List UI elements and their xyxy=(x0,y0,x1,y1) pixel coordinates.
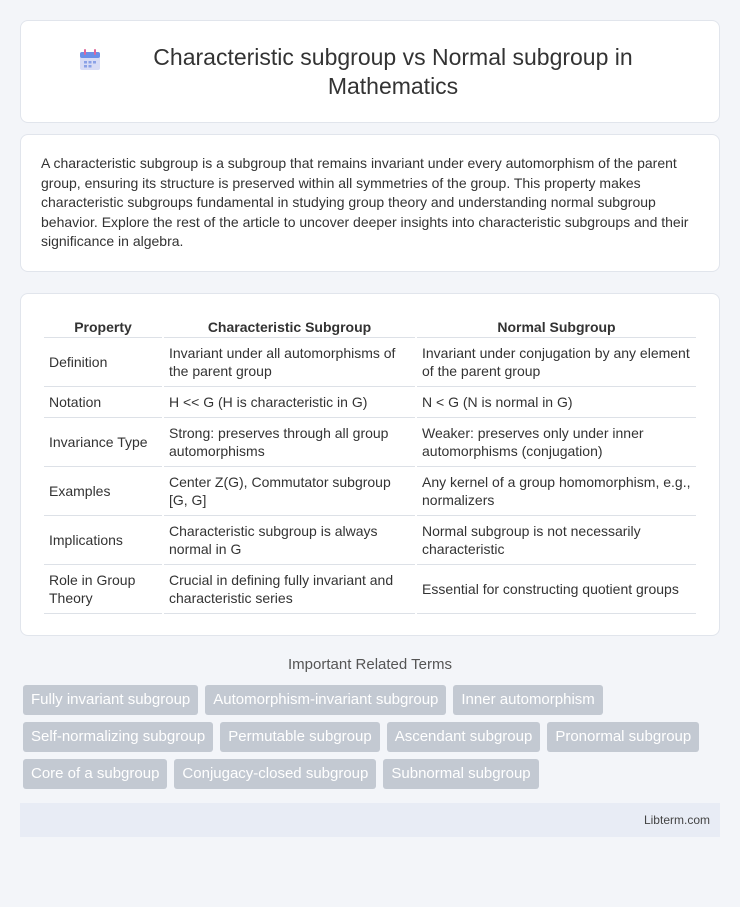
tag-permutable-subgroup[interactable]: Permutable subgroup xyxy=(220,722,379,752)
tag-core-of-a-subgroup[interactable]: Core of a subgroup xyxy=(23,759,167,789)
title-row xyxy=(77,43,663,101)
table-cell: N < G (N is normal in G) xyxy=(417,387,696,418)
header-normal: Normal Subgroup xyxy=(417,314,696,338)
tag-subnormal-subgroup[interactable]: Subnormal subgroup xyxy=(383,759,538,789)
table-row xyxy=(44,387,696,418)
table-cell: H << G (H is characteristic in G) xyxy=(164,387,415,418)
footer xyxy=(20,803,720,837)
title-card xyxy=(20,20,720,123)
table-cell: Any kernel of a group homomorphism, e.g., normalizers xyxy=(417,467,696,516)
table-row xyxy=(44,516,696,565)
intro-card xyxy=(20,134,720,272)
tag-ascendant-subgroup[interactable]: Ascendant subgroup xyxy=(387,722,541,752)
table-cell: Strong: preserves through all group automorphisms xyxy=(164,418,415,467)
header-characteristic: Characteristic Subgroup xyxy=(164,314,415,338)
table-cell: Essential for constructing quotient groups xyxy=(417,565,696,614)
tag-fully-invariant-subgroup[interactable]: Fully invariant subgroup xyxy=(23,685,198,715)
table-cell: Normal subgroup is not necessarily characteristic xyxy=(417,516,696,565)
intro-text: A characteristic subgroup is a subgroup that remains invariant under every automorphism of the parent group, ensuring its structure is preserved within all symmetries of the group. This property makes characteristic subgroups fundamental in studying group theory and understanding normal subgroup behavior. Explore the rest of the article to uncover deeper insights into characteristic subgroups and their significance in algebra. xyxy=(41,155,689,249)
table-cell: Role in Group Theory xyxy=(44,565,162,614)
table-row xyxy=(44,565,696,614)
calendar-icon xyxy=(77,47,103,73)
table-cell: Weaker: preserves only under inner automorphisms (conjugation) xyxy=(417,418,696,467)
tag-conjugacy-closed-subgroup[interactable]: Conjugacy-closed subgroup xyxy=(174,759,376,789)
table-cell: Characteristic subgroup is always normal in G xyxy=(164,516,415,565)
table-row xyxy=(44,467,696,516)
page-title: Characteristic subgroup vs Normal subgroup in Mathematics xyxy=(153,43,633,99)
table-cell: Definition xyxy=(44,338,162,387)
table-cell: Implications xyxy=(44,516,162,565)
table-cell: Examples xyxy=(44,467,162,516)
table-cell: Invariant under conjugation by any element of the parent group xyxy=(417,338,696,387)
table-row xyxy=(44,418,696,467)
table-header-row xyxy=(44,314,696,338)
related-terms-section xyxy=(20,656,720,789)
comparison-card xyxy=(20,293,720,636)
table-cell: Crucial in defining fully invariant and characteristic series xyxy=(164,565,415,614)
table-cell: Center Z(G), Commutator subgroup [G, G] xyxy=(164,467,415,516)
table-row xyxy=(44,338,696,387)
table-cell: Invariance Type xyxy=(44,418,162,467)
tag-inner-automorphism[interactable]: Inner automorphism xyxy=(453,685,602,715)
table-cell: Invariant under all automorphisms of the parent group xyxy=(164,338,415,387)
tag-self-normalizing-subgroup[interactable]: Self-normalizing subgroup xyxy=(23,722,213,752)
footer-site-link[interactable]: Libterm.com xyxy=(643,813,710,827)
tag-pronormal-subgroup[interactable]: Pronormal subgroup xyxy=(547,722,699,752)
table-cell: Notation xyxy=(44,387,162,418)
related-terms-heading: Important Related Terms xyxy=(288,656,452,673)
comparison-table xyxy=(42,314,698,614)
header-property: Property xyxy=(44,314,162,338)
related-tags xyxy=(20,685,720,789)
tag-automorphism-invariant-subgroup[interactable]: Automorphism-invariant subgroup xyxy=(205,685,446,715)
